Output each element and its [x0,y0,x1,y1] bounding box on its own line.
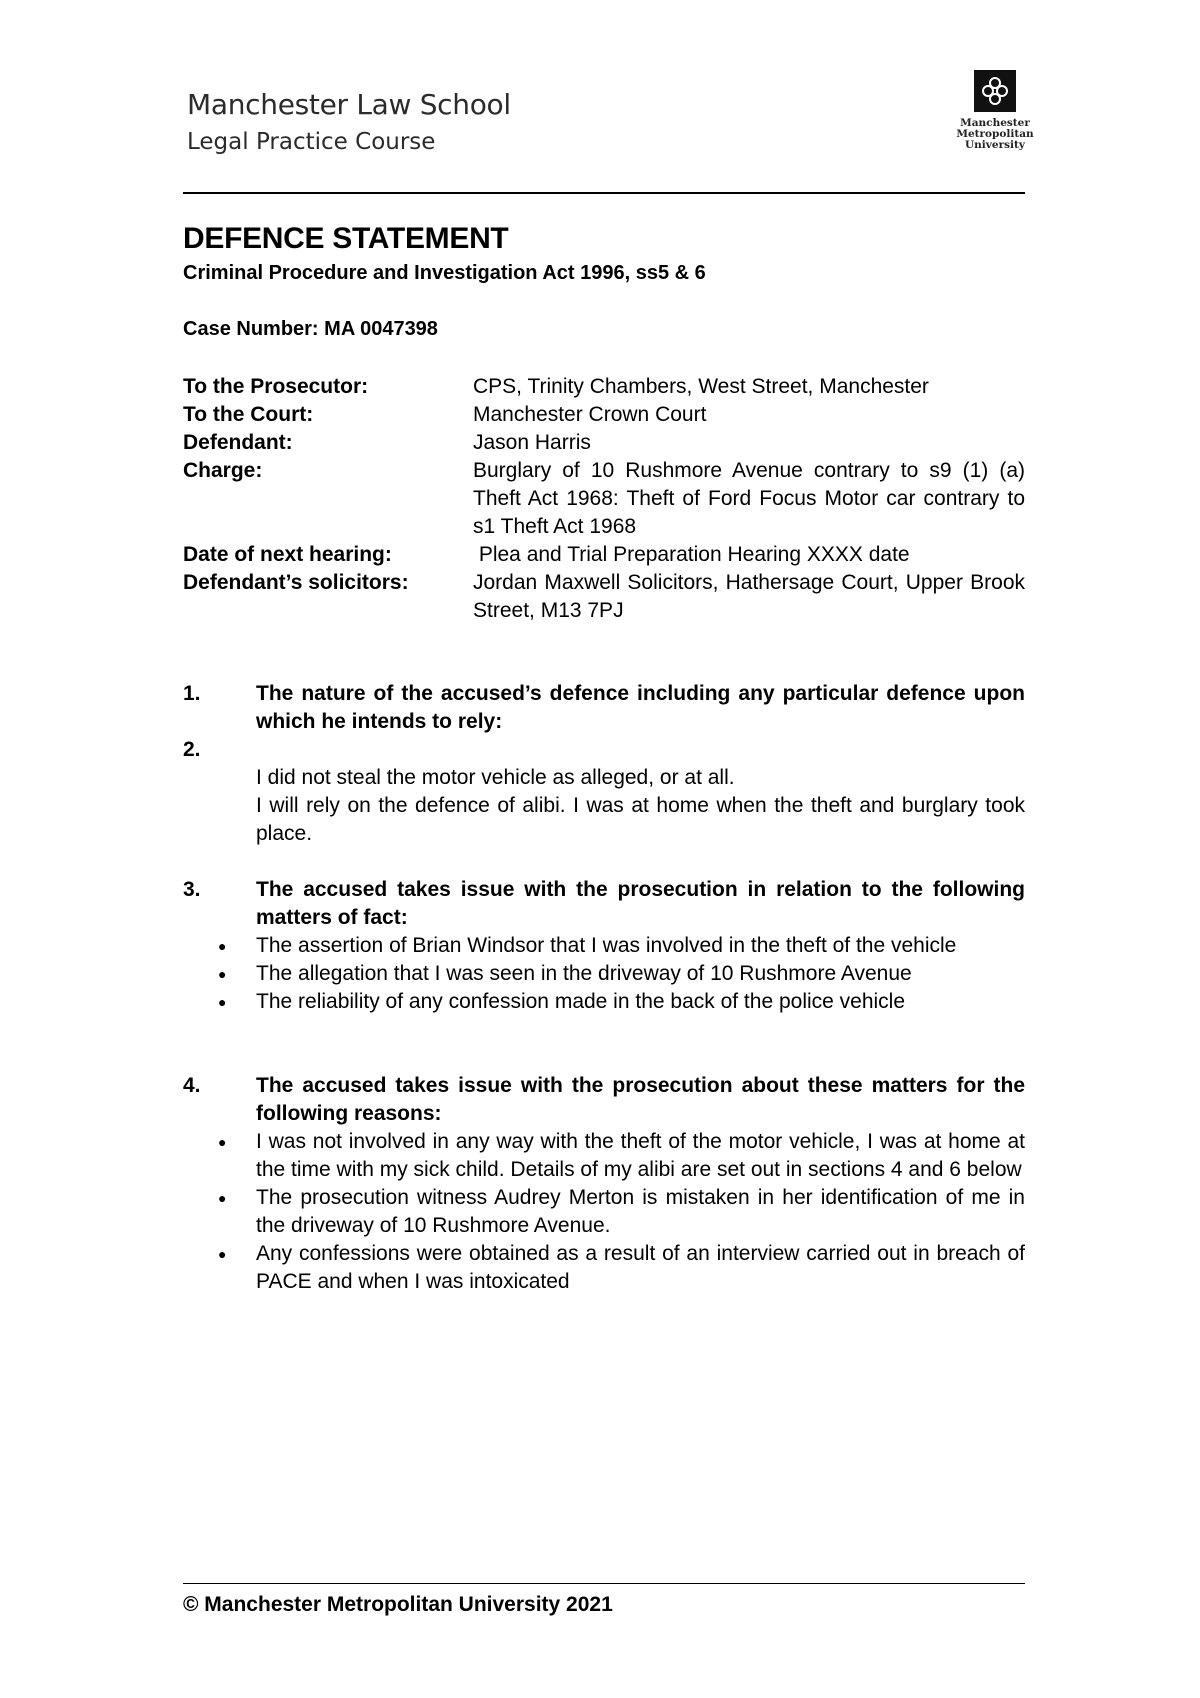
list-item [183,1240,1025,1296]
list-item [183,988,1025,1016]
page-title: DEFENCE STATEMENT [183,222,509,255]
section-title: The accused takes issue with the prosecution in relation to the following matters of fact: [256,878,1025,929]
paragraph: I did not steal the motor vehicle as alleged, or at all. [256,766,735,789]
logo-emblem-icon [974,70,1016,112]
info-value: Jason Harris [473,431,591,454]
section-number: 4. [183,1074,201,1097]
list-item [183,932,1025,960]
list-item [183,1184,1025,1240]
logo-line-2: Metropolitan [956,128,1034,140]
info-row [183,541,1025,569]
section-3 [183,876,1025,1016]
list-item-text: The prosecution witness Audrey Merton is mistaken in her identification of me in the driveway of 10 Rushmore Avenue. [256,1186,1025,1237]
info-label: Date of next hearing: [183,543,392,566]
bullet-icon: ● [218,1246,227,1262]
footer-copyright: © Manchester Metropolitan University 2021 [183,1593,613,1616]
list-item-text: Any confessions were obtained as a result of an interview carried out in breach of PACE and when I was intoxicated [256,1242,1025,1293]
list-item-text: I was not involved in any way with the theft of the motor vehicle, I was at home at the time with my sick child. Details of my alibi are set out in sections 4 and 6 below [256,1130,1025,1181]
bullet-list [183,932,1025,1016]
list-item-text: The reliability of any confession made in the back of the police vehicle [256,990,906,1013]
section-heading [183,876,1025,932]
bullet-icon: ● [218,1190,227,1206]
case-info-table [183,373,1025,625]
section-number: 3. [183,878,201,901]
document-header [187,88,511,155]
section-1 [183,680,1025,848]
info-label: To the Prosecutor: [183,375,369,398]
bullet-list [183,1128,1025,1296]
bullet-icon: ● [218,966,227,982]
logo-line-3: University [965,139,1025,151]
footer-divider [183,1583,1025,1584]
bullet-icon: ● [218,1134,227,1150]
list-item [183,1128,1025,1184]
section-number: 1. [183,682,201,705]
course-name: Legal Practice Course [187,129,436,155]
info-label: Defendant’s solicitors: [183,571,409,594]
header-divider [183,192,1025,194]
info-label: Defendant: [183,431,293,454]
info-label: To the Court: [183,403,314,426]
bullet-icon: ● [218,938,227,954]
section-number: 2. [183,738,201,761]
page-subtitle: Criminal Procedure and Investigation Act 1996, ss5 & 6 [183,262,706,284]
paragraph: I will rely on the defence of alibi. I was at home when the theft and burglary took place. [256,794,1025,845]
list-item-text: The allegation that I was seen in the driveway of 10 Rushmore Avenue [256,962,912,985]
bullet-icon: ● [218,994,227,1010]
list-item-text: The assertion of Brian Windsor that I was involved in the theft of the vehicle [256,934,957,957]
info-row [183,401,1025,429]
section-heading [183,1072,1025,1128]
info-value: Burglary of 10 Rushmore Avenue contrary to s9 (1) (a) Theft Act 1968: Theft of Ford Focus Motor car contrary to s1 Theft Act 1968 [473,459,1025,538]
info-label: Charge: [183,459,263,482]
info-value: Plea and Trial Preparation Hearing XXXX date [473,543,910,566]
university-logo [940,70,1050,151]
info-row [183,457,1025,541]
info-row [183,569,1025,625]
logo-line-1: Manchester [960,117,1030,129]
info-row [183,429,1025,457]
section-4 [183,1072,1025,1296]
case-number: Case Number: MA 0047398 [183,318,438,340]
school-name: Manchester Law School [187,88,511,121]
info-value: CPS, Trinity Chambers, West Street, Manchester [473,375,929,398]
info-row [183,373,1025,401]
info-value: Jordan Maxwell Solicitors, Hathersage Court, Upper Brook Street, M13 7PJ [473,571,1025,622]
list-item [183,960,1025,988]
section-heading [183,680,1025,736]
info-value: Manchester Crown Court [473,403,707,426]
section-title: The accused takes issue with the prosecution about these matters for the following reasons: [256,1074,1025,1125]
section-title: The nature of the accused’s defence including any particular defence upon which he intends to rely: [256,682,1025,733]
